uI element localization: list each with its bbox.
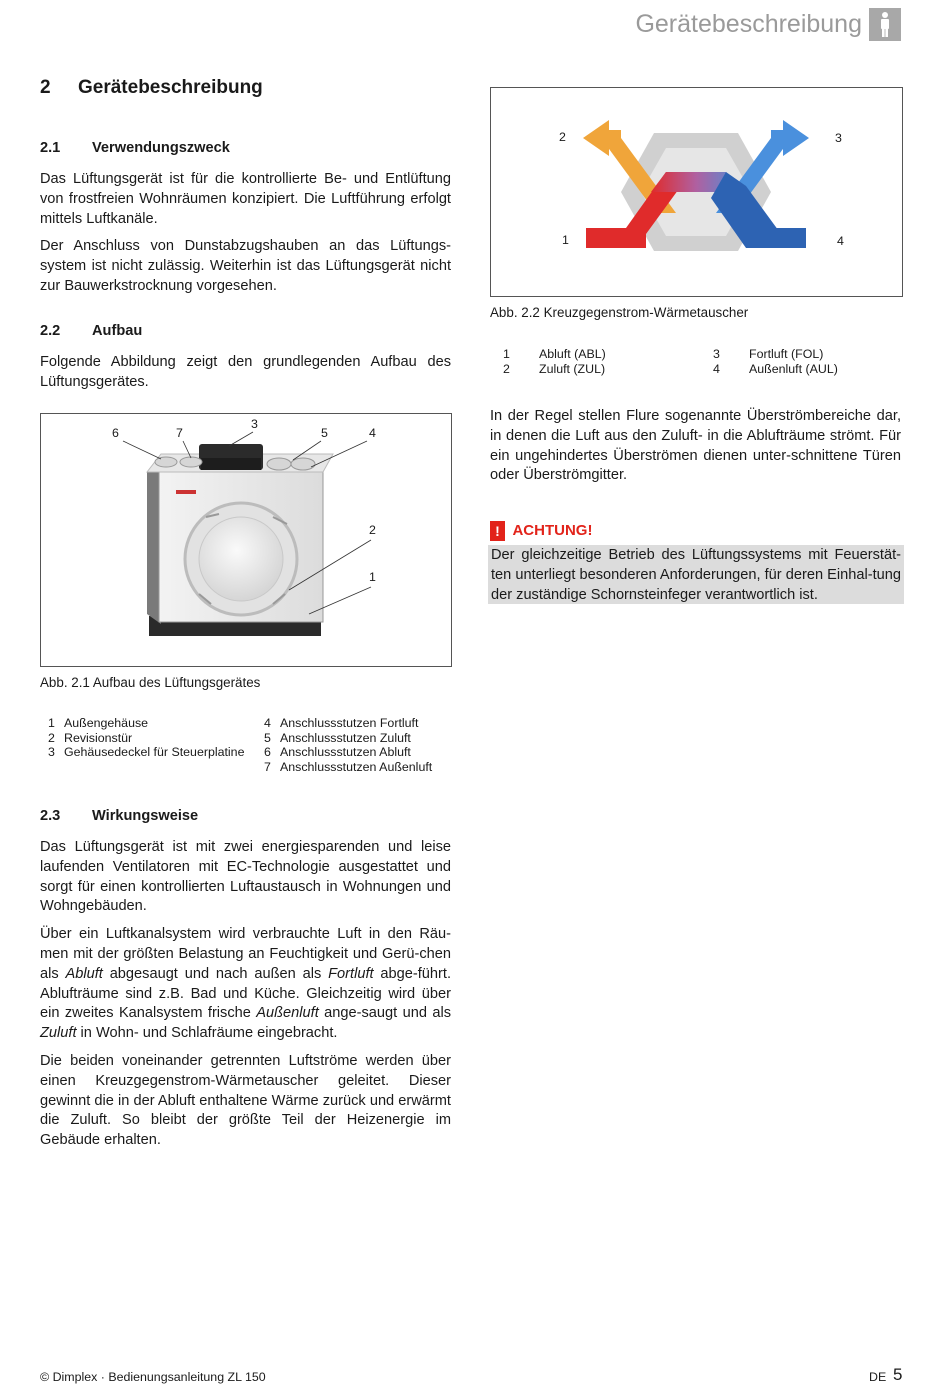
ventilation-unit-illustration (41, 414, 451, 666)
footer-language: DE (869, 1370, 887, 1384)
page-number: 5 (893, 1365, 903, 1384)
subsection-number: 2.3 (40, 808, 61, 824)
footer-text: © Dimplex · Bedienungsanleitung ZL 150 (40, 1370, 266, 1384)
section-heading (40, 77, 263, 99)
subsection-2-3-heading (40, 808, 451, 824)
subsection-2-2-heading (40, 323, 451, 339)
warning-box (488, 545, 904, 604)
figure-label: 4 (369, 426, 376, 440)
subsection-title: Wirkungsweise (92, 808, 199, 824)
figure-legend (48, 716, 432, 774)
legend-row: 7 Anschlussstutzen Außenluft (264, 759, 433, 774)
warning-icon: ! (490, 521, 505, 541)
figure-label: 7 (176, 426, 183, 440)
figure-label: 4 (837, 234, 844, 248)
figure-legend (503, 347, 838, 376)
figure-label: 6 (112, 426, 119, 440)
figure-label: 1 (562, 233, 569, 247)
figure-label: 2 (369, 523, 376, 537)
legend-row: 2 Zuluft (ZUL) 4 Außenluft (AUL) (503, 361, 838, 376)
figure-label: 2 (559, 130, 566, 144)
subsection-2-3 (40, 808, 451, 1159)
page-header: Gerätebeschreibung (635, 10, 862, 38)
figure-label: 5 (321, 426, 328, 440)
figure-label: 1 (369, 570, 376, 584)
heat-exchanger-diagram (491, 88, 902, 296)
subsection-title: Verwendungszweck (92, 140, 230, 156)
subsection-number: 2.2 (40, 322, 61, 339)
subsection-2-1-heading (40, 140, 451, 156)
legend-row: 2 Revisionstür 5 Anschlussstutzen Zuluft (48, 730, 411, 745)
person-icon (869, 8, 901, 41)
paragraph: Der Anschluss von Dunstabzugshauben an das Lüftungs-system ist nicht zulässig. Weiterhin ist das Lüftungsgerät nicht zur Bauwerkstrocknung vorgesehen. (40, 238, 451, 294)
section-title: Gerätebeschreibung (78, 77, 263, 98)
figure-label: 3 (835, 131, 842, 145)
paragraph: Das Lüftungsgerät ist für die kontrollierte Be- und Entlüftung von frostfreien Wohnräumen konzipiert. Die Luftführung erfolgt mittels Luftkanäle. (40, 171, 451, 227)
left-column (40, 140, 451, 400)
subsection-title: Aufbau (92, 322, 143, 339)
paragraph: Die beiden voneinander getrennten Luftströme werden über einen Kreuzgegenstrom-Wärmetauscher geleitet. Dieser gewinnt die in der Abluft enthaltene Wärme zurück und erwärmt die Zuluft. So bleibt der größte Teil der Heizenergie im Gebäude erhalten. (40, 1052, 451, 1149)
paragraph: Das Lüftungsgerät ist mit zwei energiesparenden und leise laufenden Ventilatoren mit EC-Technologie ausgestattet und sorgt für einen kontrollierten Luftaustausch in Wohnungen und Wohngebäuden. (40, 839, 451, 915)
subsection-number: 2.1 (40, 140, 61, 156)
warning-heading (490, 521, 592, 541)
section-number: 2 (40, 77, 51, 98)
legend-row: 3 Gehäusedeckel für Steuerplatine 6 Anschlussstutzen Abluft (48, 745, 411, 759)
legend-row: 1 Außengehäuse 4 Anschlussstutzen Fortluft (48, 716, 419, 730)
legend-row: 1 Abluft (ABL) 3 Fortluft (FOL) (503, 347, 824, 361)
paragraph: Über ein Luftkanalsystem wird verbrauchte Luft in den Räu-men mit der größten Belastung an Feuchtigkeit und Gerü-chen als Abluft abgesaugt und nach außen als Fortluft abge-führt. Ablufträume sind z.B. Bad und Küche. Gleichzeitig wird über ein zweites Kanalsystem frische Außenluft ange-saugt und als Zuluft in Wohn- und Schlafräume eingebracht. (40, 926, 451, 1042)
figure-ventilation-unit (40, 413, 452, 667)
figure-caption: Abb. 2.1 Aufbau des Lüftungsgerätes (40, 675, 261, 690)
paragraph: In der Regel stellen Flure sogenannte Überströmbereiche dar, in denen die Luft aus den Zuluft- in die Ablufträume strömt. Für ein ungehindertes Überströmen dienen unter-schnittene Türen oder Überströmgitter. (490, 408, 901, 484)
paragraph: Folgende Abbildung zeigt den grundlegenden Aufbau des Lüftungsgerätes. (40, 353, 451, 390)
warning-text: Der gleichzeitige Betrieb des Lüftungssystems mit Feuerstät-ten unterliegt besonderen Anforderungen, für deren Einhal-tung der zuständige Schornsteinfeger verantwortlich ist. (491, 547, 901, 603)
warning-title: ACHTUNG! (512, 522, 593, 539)
figure-caption: Abb. 2.2 Kreuzgegenstrom-Wärmetauscher (490, 305, 749, 320)
figure-heat-exchanger (490, 87, 903, 297)
figure-label: 3 (251, 417, 258, 431)
